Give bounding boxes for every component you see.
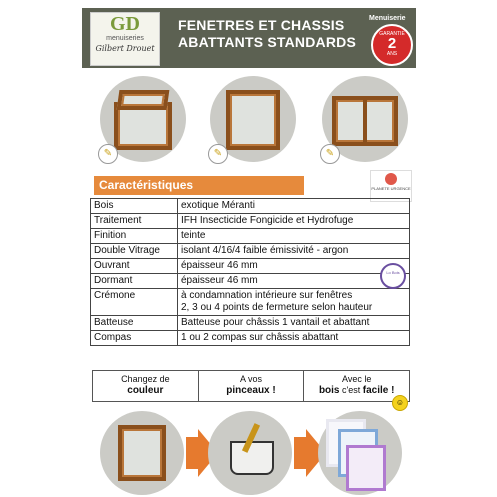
spec-label: Crémone [91, 289, 178, 316]
step-brush [198, 371, 304, 401]
table-row [91, 331, 410, 346]
steps-strip [92, 370, 410, 402]
spec-label: Traitement [91, 214, 178, 229]
product-sheet [82, 8, 416, 492]
table-row [91, 229, 410, 244]
color-samples-photo [318, 411, 402, 495]
arrow-body-1 [186, 437, 198, 469]
warranty-badge [371, 24, 413, 66]
spec-label: Bois [91, 199, 178, 214]
spec-value-text: épaisseur 46 mm [181, 275, 258, 286]
spec-value-text: à condamnation intérieure sur fenêtres [181, 290, 353, 301]
specs-table [90, 198, 410, 346]
raw-window-photo [100, 411, 184, 495]
spec-value-text: épaisseur 46 mm [181, 260, 258, 271]
table-row [91, 244, 410, 259]
warranty-years: 2 [387, 35, 397, 52]
spec-label: Dormant [91, 274, 178, 289]
spec-value [178, 244, 410, 259]
title-line-2: ABATTANTS STANDARDS [178, 34, 357, 50]
spec-value-text: isolant 4/16/4 faible émissivité - argon [181, 245, 349, 256]
step-easy [303, 371, 409, 401]
step-brush-tail: ! [269, 385, 276, 396]
spec-value-text-2: 2, 3 ou 4 points de fermeture selon hauteur [181, 302, 373, 313]
single-window-frame [226, 90, 280, 150]
step-brush-bold: pinceaux [226, 385, 270, 396]
paint-pot-photo [208, 411, 292, 495]
step-color-top: Changez de [121, 374, 170, 384]
smiley-icon: ☺ [392, 395, 408, 411]
spec-value-text: Batteuse pour châssis 1 vantail et abattant [181, 317, 370, 328]
brush-icon: ✎ [208, 144, 228, 164]
step-easy-tail: ! [388, 385, 395, 396]
spec-value [178, 259, 410, 274]
section-title: Caractéristiques [94, 176, 304, 195]
brand-logo [90, 12, 160, 66]
page-title [178, 17, 356, 51]
spec-value [178, 214, 410, 229]
partner-icon [385, 173, 397, 185]
spec-value [178, 316, 410, 331]
warranty-label: Menuiserie [369, 15, 406, 22]
raw-window-frame [118, 425, 166, 481]
spec-value-text: teinte [181, 230, 206, 241]
spec-value [178, 199, 410, 214]
table-row [91, 274, 410, 289]
table-row [91, 214, 410, 229]
brush-icon: ✎ [98, 144, 118, 164]
partner-name: PLANETE URGENCE [371, 186, 411, 191]
step-color-bold: couleur [127, 385, 164, 396]
warranty-top: GARANTIE [379, 31, 405, 37]
table-row [91, 199, 410, 214]
logo-signature: Gilbert Drouet [95, 44, 155, 53]
table-row [91, 289, 410, 316]
logo-subtitle: menuiseries [106, 35, 144, 42]
tilt-window-sash [117, 90, 170, 110]
title-line-1: FENETRES ET CHASSIS [178, 17, 345, 33]
spec-value [178, 331, 410, 346]
step-easy-bold2: facile [362, 385, 389, 396]
spec-value-text: exotique Méranti [181, 200, 255, 211]
spec-label: Batteuse [91, 316, 178, 331]
spec-label: Compas [91, 331, 178, 346]
spec-value-text: IFH Insecticide Fongicide et Hydrofuge [181, 215, 354, 226]
paint-pot-icon [230, 441, 274, 475]
spec-value [178, 229, 410, 244]
brush-icon: ✎ [320, 144, 340, 164]
spec-label: Double Vitrage [91, 244, 178, 259]
arrow-body-2 [294, 437, 306, 469]
step-easy-bold: bois [318, 385, 340, 396]
step-easy-top: Avec le [342, 374, 372, 384]
step-brush-top: A vos [240, 374, 263, 384]
table-row [91, 316, 410, 331]
double-window-frame [332, 96, 398, 146]
spec-value [178, 289, 410, 316]
spec-value [178, 274, 410, 289]
logo-initials: GD [110, 13, 140, 35]
spec-value-text: 1 ou 2 compas sur châssis abattant [181, 332, 339, 343]
step-easy-mid: c'est [339, 385, 363, 395]
spec-label: Ouvrant [91, 259, 178, 274]
table-row [91, 259, 410, 274]
quality-seal: Lo Bois [380, 263, 406, 289]
step-color [93, 371, 198, 401]
spec-label: Finition [91, 229, 178, 244]
violet-sample [346, 445, 386, 491]
header-banner [82, 8, 416, 68]
warranty-unit: ANS [386, 51, 398, 57]
